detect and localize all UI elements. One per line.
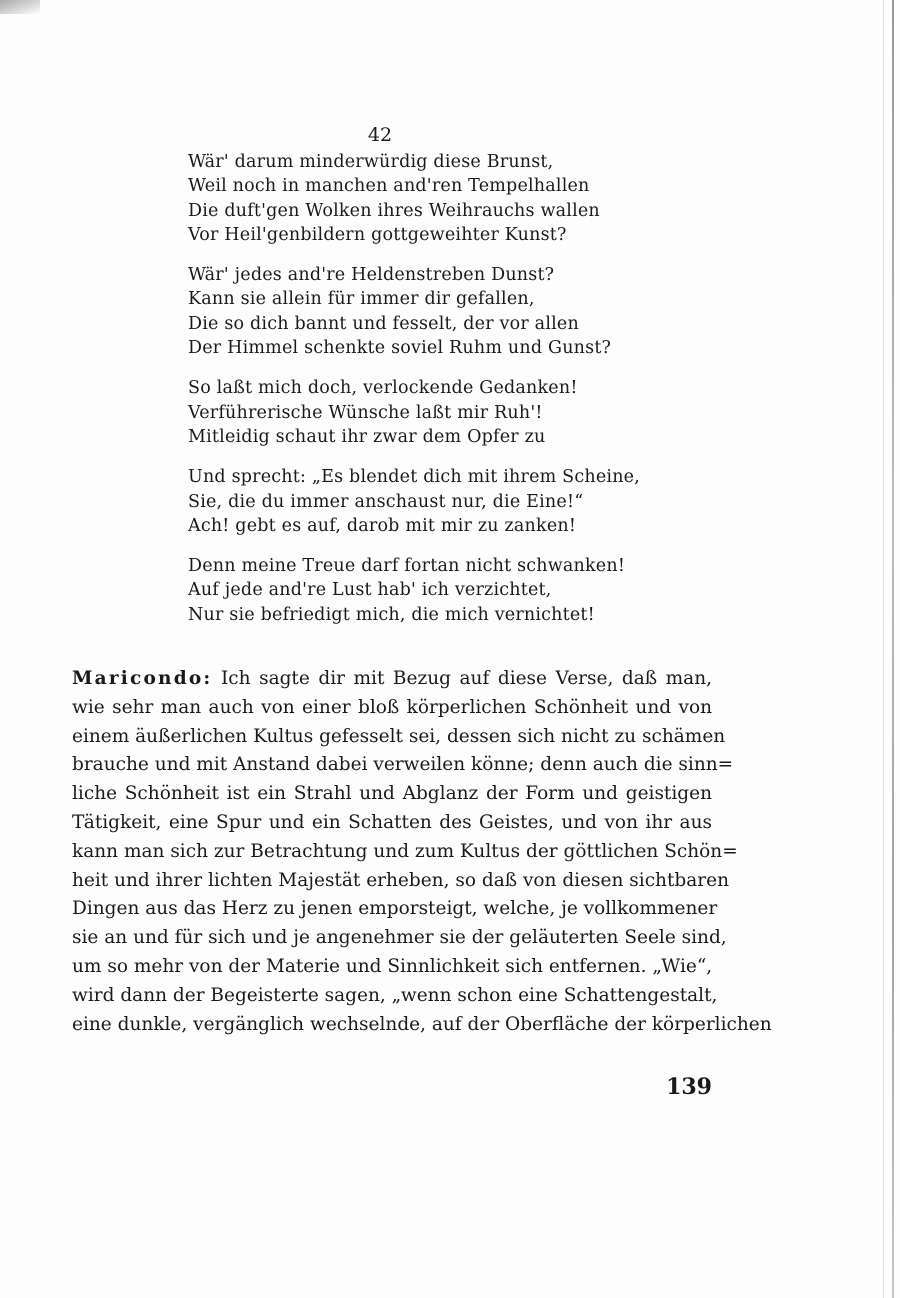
scan-shadow	[0, 0, 40, 14]
verse-line: Die so dich bannt und fesselt, der vor allen	[188, 313, 579, 334]
stanza	[188, 263, 668, 360]
stanza	[188, 554, 668, 627]
verse-line: Ach! gebt es auf, darob mit mir zu zanken!	[188, 515, 577, 536]
prose-line: einem äußerlichen Kultus gefesselt sei, dessen sich nicht zu schämen	[72, 725, 726, 747]
prose-line: liche Schönheit ist ein Strahl und Abglanz der Form und geistigen	[72, 783, 712, 805]
verse-line: Und sprecht: „Es blendet dich mit ihrem Scheine,	[188, 467, 640, 488]
prose-line: brauche und mit Anstand dabei verweilen könne; denn auch die sinn=	[72, 754, 734, 776]
verse-line: Sie, die du immer anschaust nur, die Eine!“	[188, 491, 584, 512]
verse-line: Denn meine Treue darf fortan nicht schwanken!	[188, 556, 626, 577]
page-number: 139	[666, 1074, 712, 1100]
prose-line	[72, 665, 712, 694]
prose-line: Tätigkeit, eine Spur und ein Schatten des Geistes, und von ihr aus	[72, 811, 712, 833]
verse-line: Wär' jedes and're Heldenstreben Dunst?	[188, 265, 555, 286]
binding-edge-inner	[883, 0, 884, 1298]
verse-line: Weil noch in manchen and'ren Tempelhallen	[188, 176, 590, 197]
prose-line: um so mehr von der Materie und Sinnlichkeit sich entfernen. „Wie“,	[72, 955, 713, 977]
verse-line: Auf jede and're Lust hab' ich verzichtet,	[188, 580, 552, 601]
prose-line: wie sehr man auch von einer bloß körperlichen Schönheit und von	[72, 696, 712, 718]
prose-line: wird dann der Begeisterte sagen, „wenn schon eine Schattengestalt,	[72, 984, 718, 1006]
verse-line: Die duft'gen Wolken ihres Weihrauchs wallen	[188, 200, 600, 221]
verse-line: So laßt mich doch, verlockende Gedanken!	[188, 378, 578, 399]
verse-line: Kann sie allein für immer dir gefallen,	[188, 289, 535, 310]
verse-line: Vor Heil'genbildern gottgeweihter Kunst?	[188, 224, 567, 245]
verse-line: Nur sie befriedigt mich, die mich vernichtet!	[188, 604, 595, 625]
verse-line: Der Himmel schenkte soviel Ruhm und Gunst?	[188, 338, 612, 359]
prose-line: Dingen aus das Herz zu jenen emporsteigt, welche, je vollkommener	[72, 898, 718, 920]
binding-edge	[892, 0, 894, 1298]
prose-line: eine dunkle, vergänglich wechselnde, auf der Oberfläche der körperlichen	[72, 1013, 772, 1035]
speaker-name: Maricondo:	[72, 668, 213, 689]
verse-line: Verführerische Wünsche laßt mir Ruh'!	[188, 402, 543, 423]
prose-line: sie an und für sich und je angenehmer sie der geläuterten Seele sind,	[72, 927, 727, 949]
stanza	[188, 376, 668, 449]
inner-page-number: 42	[367, 124, 393, 146]
stanza	[188, 465, 668, 538]
poem	[188, 150, 668, 643]
prose-line: kann man sich zur Betrachtung und zum Kultus der göttlichen Schön=	[72, 840, 738, 862]
verse-line: Mitleidig schaut ihr zwar dem Opfer zu	[188, 426, 546, 447]
stanza	[188, 150, 668, 247]
prose-line: heit und ihrer lichten Majestät erheben, so daß von diesen sichtbaren	[72, 869, 729, 891]
prose-paragraph	[72, 665, 772, 1039]
prose-text: Ich sagte dir mit Bezug auf diese Verse, daß man,	[212, 668, 712, 689]
verse-line: Wär' darum minderwürdig diese Brunst,	[188, 152, 554, 172]
